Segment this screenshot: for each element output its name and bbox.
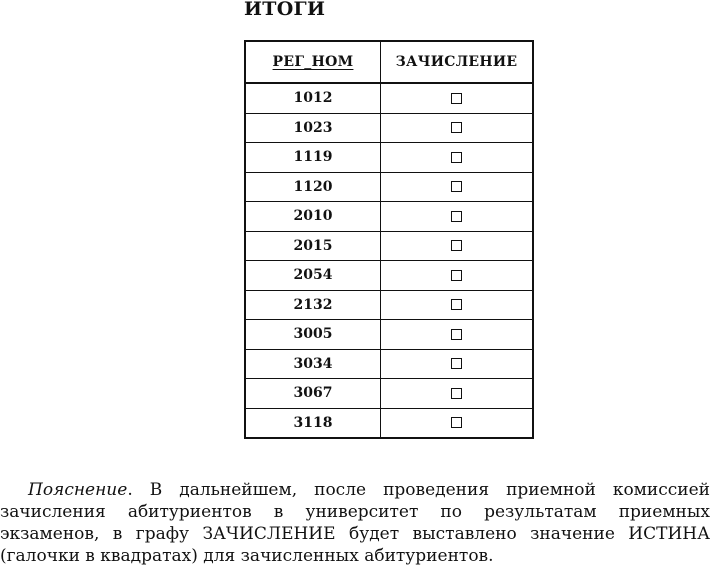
table-row <box>245 172 533 202</box>
table-row <box>245 83 533 113</box>
table-row <box>245 113 533 143</box>
reg-nom-cell: 2054 <box>245 261 381 291</box>
column-header-reg-nom <box>245 41 381 83</box>
table-row <box>245 349 533 379</box>
explanation-paragraph <box>0 479 710 567</box>
enrollment-checkbox[interactable] <box>451 93 462 104</box>
enrollment-checkbox[interactable] <box>451 211 462 222</box>
reg-nom-cell: 3067 <box>245 379 381 409</box>
reg-nom-cell: 1012 <box>245 83 381 113</box>
table-row <box>245 202 533 232</box>
explanation-text: . В дальнейшем, после проведения приемной комиссией зачисления абитуриентов в университет по результатам приемных экзаменов, в графу ЗАЧИСЛЕНИЕ будет выставлено значение ИСТИНА (галочки в квадратах) для зачисленных абитуриентов. <box>0 480 710 566</box>
enrollment-checkbox[interactable] <box>451 417 462 428</box>
results-table-container <box>244 40 534 439</box>
table-body <box>245 83 533 438</box>
table-row <box>245 379 533 409</box>
table-row <box>245 143 533 173</box>
results-table <box>244 40 534 439</box>
enrollment-cell <box>381 113 534 143</box>
enrollment-cell <box>381 261 534 291</box>
page-title: ИТОГИ <box>244 0 326 20</box>
reg-nom-cell: 1119 <box>245 143 381 173</box>
enrollment-checkbox[interactable] <box>451 299 462 310</box>
table-row <box>245 261 533 291</box>
enrollment-cell <box>381 379 534 409</box>
reg-nom-cell: 3118 <box>245 408 381 438</box>
enrollment-cell <box>381 349 534 379</box>
table-row <box>245 231 533 261</box>
table-row <box>245 290 533 320</box>
reg-nom-cell: 2010 <box>245 202 381 232</box>
reg-nom-cell: 3034 <box>245 349 381 379</box>
enrollment-cell <box>381 231 534 261</box>
enrollment-checkbox[interactable] <box>451 122 462 133</box>
enrollment-cell <box>381 143 534 173</box>
enrollment-checkbox[interactable] <box>451 152 462 163</box>
enrollment-checkbox[interactable] <box>451 329 462 340</box>
reg-nom-cell: 1120 <box>245 172 381 202</box>
column-header-reg-nom-label: РЕГ_НОМ <box>272 54 354 70</box>
enrollment-cell <box>381 83 534 113</box>
enrollment-checkbox[interactable] <box>451 358 462 369</box>
table-row <box>245 320 533 350</box>
enrollment-checkbox[interactable] <box>451 270 462 281</box>
column-header-enrollment: ЗАЧИСЛЕНИЕ <box>381 41 534 83</box>
enrollment-cell <box>381 290 534 320</box>
enrollment-cell <box>381 408 534 438</box>
table-header-row <box>245 41 533 83</box>
enrollment-checkbox[interactable] <box>451 181 462 192</box>
reg-nom-cell: 1023 <box>245 113 381 143</box>
reg-nom-cell: 2015 <box>245 231 381 261</box>
table-row <box>245 408 533 438</box>
reg-nom-cell: 3005 <box>245 320 381 350</box>
explanation-lead: Пояснение <box>28 480 128 500</box>
reg-nom-cell: 2132 <box>245 290 381 320</box>
enrollment-cell <box>381 172 534 202</box>
enrollment-checkbox[interactable] <box>451 388 462 399</box>
enrollment-checkbox[interactable] <box>451 240 462 251</box>
enrollment-cell <box>381 320 534 350</box>
enrollment-cell <box>381 202 534 232</box>
